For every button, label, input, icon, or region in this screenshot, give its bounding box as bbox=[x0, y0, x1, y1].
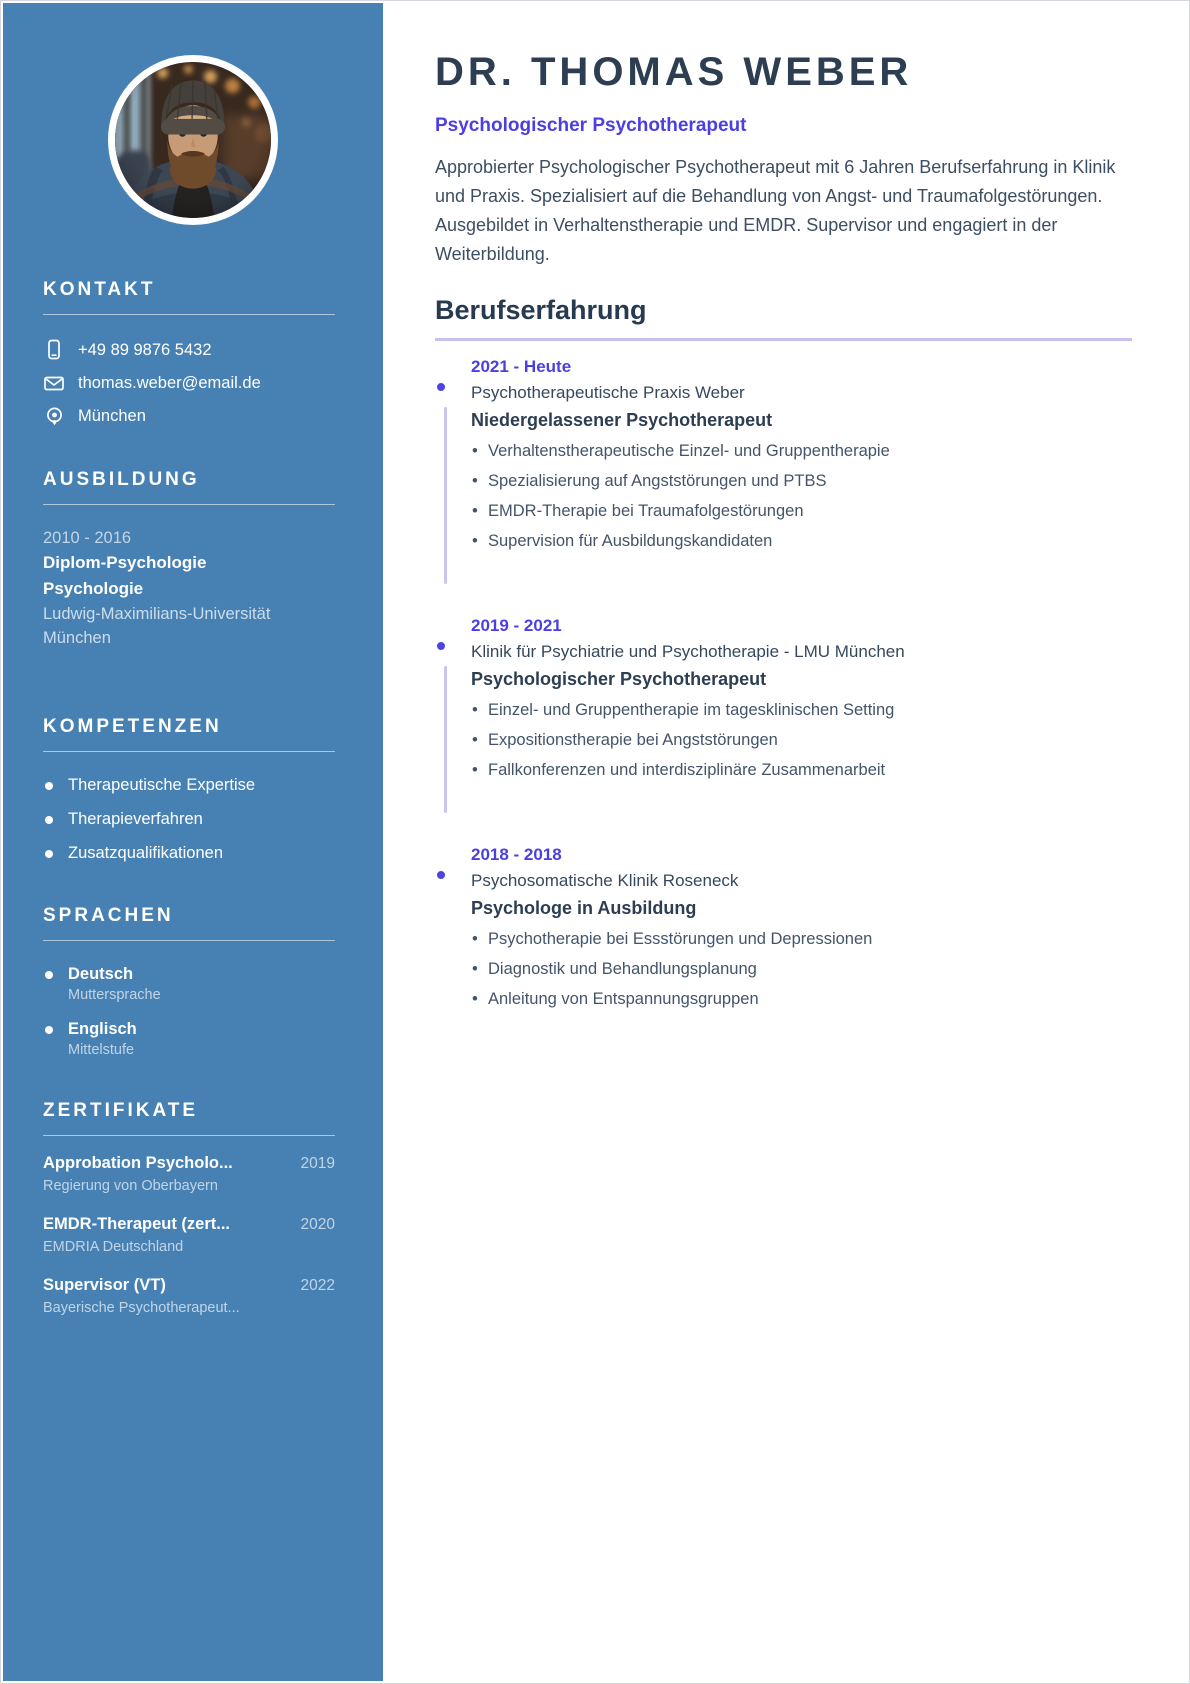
competencies-list bbox=[43, 776, 335, 863]
experience-bullet: • Psychotherapie bei Essstörungen und Depressionen bbox=[471, 928, 1132, 950]
section-divider bbox=[43, 314, 335, 315]
timeline-line bbox=[444, 666, 447, 813]
certificate-issuer: Regierung von Oberbayern bbox=[43, 1178, 218, 1194]
competencies-section-title: KOMPETENZEN bbox=[43, 716, 222, 737]
education-period: 2010 - 2016 bbox=[43, 529, 132, 547]
language-level: Mittelstufe bbox=[68, 1042, 135, 1058]
contact-phone-text: +49 89 9876 5432 bbox=[78, 340, 212, 359]
education-institution: Ludwig-Maximilians-Universität München bbox=[43, 605, 271, 647]
sidebar bbox=[3, 3, 383, 1681]
experience-bullet: • Verhaltenstherapeutische Einzel- und Gruppentherapie bbox=[471, 440, 1132, 462]
contact-section-title: KONTAKT bbox=[43, 279, 156, 300]
competency-item: Zusatzqualifikationen bbox=[43, 844, 335, 863]
experience-bullet: • Fallkonferenzen und interdisziplinäre Zusammenarbeit bbox=[471, 759, 1132, 781]
certificate-name: Supervisor (VT) bbox=[43, 1276, 166, 1294]
timeline-marker-icon bbox=[437, 871, 445, 879]
section-divider bbox=[43, 504, 335, 505]
timeline-marker-icon bbox=[437, 642, 445, 650]
contact-email-text: thomas.weber@email.de bbox=[78, 373, 261, 392]
sidebar-section-languages bbox=[43, 905, 335, 1058]
experience-bullet: • EMDR-Therapie bei Traumafolgestörungen bbox=[471, 500, 1132, 522]
contact-item-location bbox=[43, 405, 335, 427]
profile-photo bbox=[108, 55, 278, 225]
experience-role: Psychologe in Ausbildung bbox=[471, 898, 697, 918]
person-name: DR. THOMAS WEBER bbox=[435, 50, 913, 94]
education-degree: Diplom-Psychologie bbox=[43, 553, 207, 572]
experience-company: Psychotherapeutische Praxis Weber bbox=[471, 383, 745, 402]
experience-role: Niedergelassener Psychotherapeut bbox=[471, 410, 773, 430]
language-item bbox=[43, 1020, 335, 1058]
experience-period: 2019 - 2021 bbox=[471, 616, 562, 635]
experience-bullet: • Anleitung von Entspannungsgruppen bbox=[471, 988, 1132, 1010]
contact-item-email bbox=[43, 372, 335, 394]
experience-company: Psychosomatische Klinik Roseneck bbox=[471, 871, 739, 890]
certificate-item bbox=[43, 1154, 335, 1194]
experience-bullet: • Supervision für Ausbildungskandidaten bbox=[471, 530, 1132, 552]
experience-bullet: • Einzel- und Gruppentherapie im tagesklinischen Setting bbox=[471, 699, 1132, 721]
location-icon bbox=[43, 405, 65, 427]
certificate-year: 2022 bbox=[300, 1277, 335, 1294]
profile-summary: Approbierter Psychologischer Psychotherapeut mit 6 Jahren Berufserfahrung in Klinik und Praxis. Spezialisiert auf die Behandlung von Angst- und Traumafolgestörungen. Ausgebildet in Verhaltenstherapie und EMDR. Supervisor und engagiert in der Weiterbildung. bbox=[435, 157, 1116, 264]
experience-entry bbox=[435, 835, 1132, 1010]
portrait-illustration bbox=[115, 62, 271, 218]
main-content bbox=[383, 3, 1187, 1681]
certificate-issuer: EMDRIA Deutschland bbox=[43, 1239, 184, 1255]
experience-bullets bbox=[471, 928, 1132, 1010]
contact-location-text: München bbox=[78, 406, 146, 425]
sidebar-section-contact bbox=[43, 279, 335, 427]
experience-bullet: • Spezialisierung auf Angststörungen und PTBS bbox=[471, 470, 1132, 492]
sidebar-section-education bbox=[43, 469, 335, 650]
language-name: Deutsch bbox=[68, 965, 134, 983]
language-item bbox=[43, 965, 335, 1003]
job-title: Psychologischer Psychotherapeut bbox=[435, 115, 747, 136]
certificate-issuer: Bayerische Psychotherapeut... bbox=[43, 1300, 240, 1316]
experience-role: Psychologischer Psychotherapeut bbox=[471, 669, 767, 689]
languages-section-title: SPRACHEN bbox=[43, 905, 174, 926]
competency-item: Therapieverfahren bbox=[43, 810, 335, 829]
experience-bullet: • Diagnostik und Behandlungsplanung bbox=[471, 958, 1132, 980]
section-divider bbox=[43, 940, 335, 941]
timeline-line bbox=[444, 407, 447, 584]
certificate-year: 2019 bbox=[300, 1155, 335, 1172]
mail-icon bbox=[43, 372, 65, 394]
certificates-section-title: ZERTIFIKATE bbox=[43, 1100, 199, 1121]
experience-bullets bbox=[471, 440, 1132, 552]
competency-item: Therapeutische Expertise bbox=[43, 776, 335, 795]
sidebar-section-competencies bbox=[43, 716, 335, 863]
certificate-item bbox=[43, 1276, 335, 1316]
experience-timeline bbox=[435, 347, 1132, 1010]
certificate-name: Approbation Psycholo... bbox=[43, 1154, 233, 1172]
certificate-item bbox=[43, 1215, 335, 1255]
experience-entry bbox=[435, 347, 1132, 606]
language-name: Englisch bbox=[68, 1020, 137, 1038]
experience-bullet: • Expositionstherapie bei Angststörungen bbox=[471, 729, 1132, 751]
experience-company: Klinik für Psychiatrie und Psychotherapie - LMU München bbox=[471, 642, 905, 661]
experience-period: 2021 - Heute bbox=[471, 357, 572, 376]
sidebar-section-certificates bbox=[43, 1100, 335, 1316]
experience-section-title: Berufserfahrung bbox=[435, 295, 1132, 341]
section-divider bbox=[43, 1135, 335, 1136]
experience-period: 2018 - 2018 bbox=[471, 845, 562, 864]
languages-list bbox=[43, 965, 335, 1058]
experience-entry bbox=[435, 606, 1132, 835]
language-level: Muttersprache bbox=[68, 987, 161, 1003]
timeline-marker-icon bbox=[437, 383, 445, 391]
certificate-name: EMDR-Therapeut (zert... bbox=[43, 1215, 231, 1233]
education-entry bbox=[43, 529, 335, 650]
certificate-year: 2020 bbox=[300, 1216, 335, 1233]
education-field: Psychologie bbox=[43, 579, 144, 598]
education-section-title: AUSBILDUNG bbox=[43, 469, 200, 490]
contact-item-phone bbox=[43, 339, 335, 361]
section-divider bbox=[43, 751, 335, 752]
experience-bullets bbox=[471, 699, 1132, 781]
phone-icon bbox=[43, 339, 65, 361]
